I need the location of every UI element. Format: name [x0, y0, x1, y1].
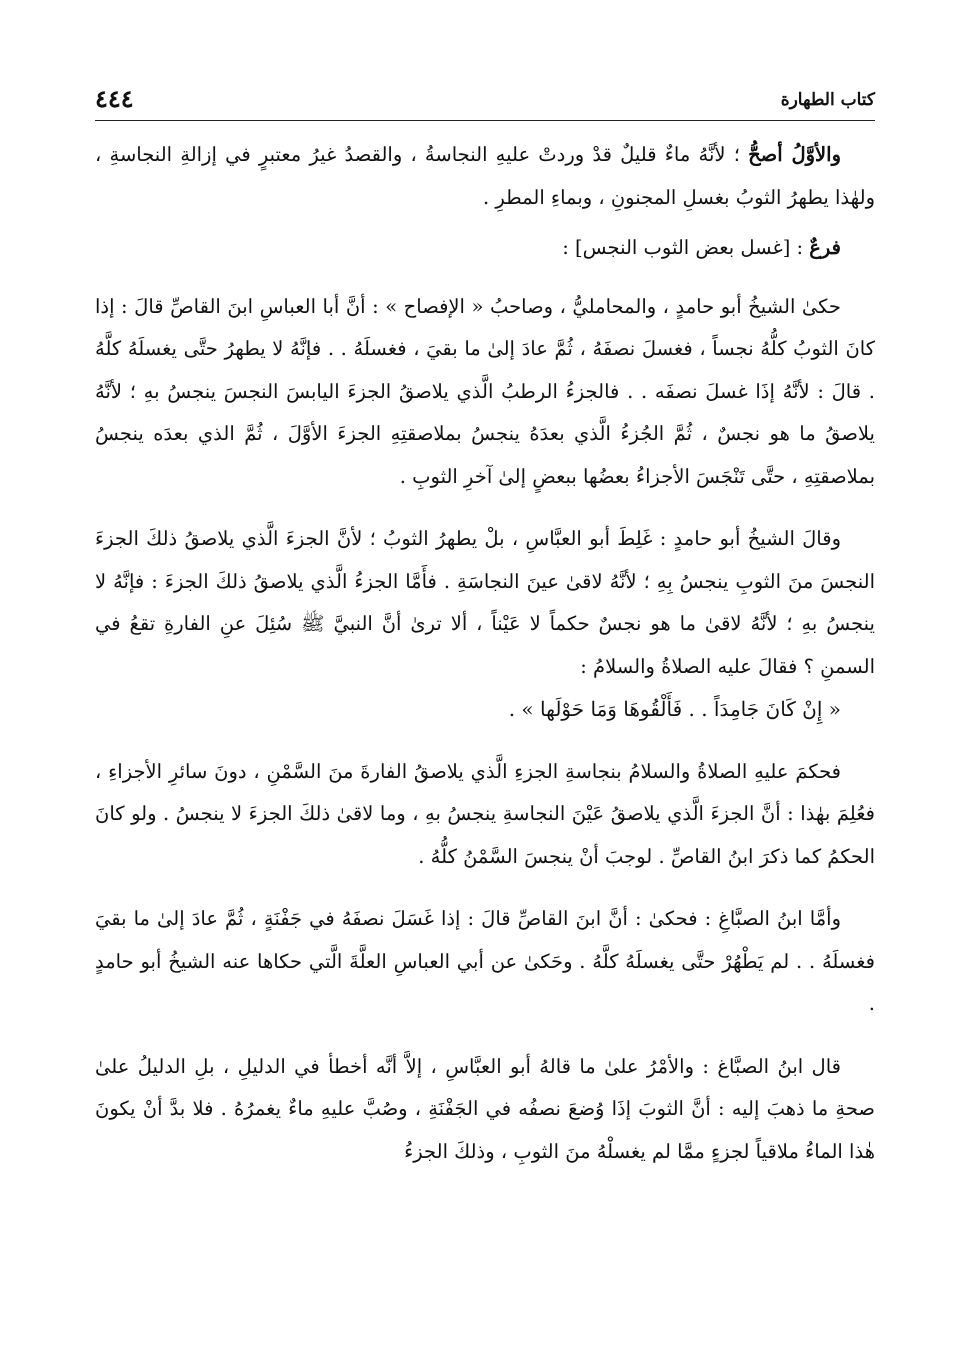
page-body — [95, 134, 875, 1173]
paragraph-6-text: فحكمَ عليهِ الصلاةُ والسلامُ بنجاسةِ الجزءِ الَّذي يلاصقُ الفارةَ منَ السَّمْنِ ، دونَ سائرِ الأجزاءِ ، فعُلِمَ بهٰذا : أنَّ الجزءَ الَّذي يلاصقُ عَيْنَ النجاسةِ ينجسُ بهِ ، وما لاقىٰ ذلكَ الجزءَ لا ينجسُ . ولو كانَ الحكمُ كما ذكرَ ابنُ القاصِّ . لوجبَ أنْ ينجسَ السَّمْنُ كلُّهُ . — [95, 759, 875, 868]
hadith-quote — [95, 688, 875, 731]
branch-title: : [غسل بعض الثوب النجس] : — [562, 236, 810, 259]
paragraph-7-text: وأمَّا ابنُ الصبَّاغِ : فحكىٰ : أنَّ ابنَ القاصِّ قالَ : إذا غَسَلَ نصفَهُ في جَفْنَةٍ ، ثُمَّ عادَ إلىٰ ما بقيَ فغسلَهُ . . لم يَطْهُرْ حتَّى يغسلَهُ كلَّهُ . وحَكىٰ عن أبي العباسِ العلَّةَ الَّتي حكاها عنه الشيخُ أبو حامدٍ . — [95, 907, 875, 1015]
paragraph-8 — [95, 1046, 875, 1174]
branch-label: فرعٌ — [809, 236, 841, 259]
running-header — [95, 84, 875, 121]
paragraph-7 — [95, 898, 875, 1026]
paragraph-3-text: حكىٰ الشيخُ أبو حامدٍ ، والمحامليُّ ، وصاحبُ « الإفصاح » : أنَّ أبا العباسِ ابنَ القاصِّ قالَ : إذا كانَ الثوبُ كلُّهُ نجساً ، فغسلَ نصفَهُ ، ثُمَّ عادَ إلىٰ ما بقيَ ، فغسلَهُ . . فإنَّهُ لا يطهرُ حتَّى يغسلَهُ كلَّهُ . قالَ : لأنَّهُ إذَا غسلَ نصفَه . . فالجزءُ الرطبُ الَّذي يلاصقُ الجزءَ اليابسَ النجسَ ينجسُ بهِ ؛ لأنَّهُ يلاصقُ ما هو نجسٌ ، ثُمَّ الجُزءُ الَّذي بعدَهُ ينجسُ بملاصقتِهِ الجزءَ الأوَّلَ ، ثُمَّ الذي بعدَه ينجسُ بملاصقتِهِ ، حتَّى تَنْجَسَ الأجزاءُ بعضُها ببعضٍ إلىٰ آخرِ الثوبِ . — [95, 294, 875, 488]
paragraph-4 — [95, 518, 875, 688]
hadith-quote-text: « إِنْ كَانَ جَامِدَاً . . فَأَلْقُوهَا وَمَا حَوْلَها » . — [508, 697, 841, 721]
paragraph-8-text: قال ابنُ الصبَّاغ : والأمْرُ علىٰ ما قالهُ أبو العبَّاسِ ، إلاَّ أنَّه أخطأ في الدليلِ ، بلِ الدليلُ علىٰ صحةِ ما ذهبَ إليه : أنَّ الثوبَ إذَا وُضعَ نصفُه في الجَفْنَةِ ، وصُبَّ عليهِ ماءٌ يغمرُهُ . فلا بدَّ أنْ يكونَ هٰذا الماءُ ملاقياً لجزءٍ ممَّا لم يغسلْهُ منَ الثوبِ ، وذلكَ الجزءُ — [95, 1054, 875, 1163]
paragraph-branch-heading — [95, 227, 875, 270]
page-number: ٤٤٤ — [95, 84, 134, 113]
paragraph-3 — [95, 286, 875, 499]
paragraph-4-text: وقالَ الشيخُ أبو حامدٍ : غَلِطَ أبو العبَّاسِ ، بلْ يطهرُ الثوبُ ؛ لأنَّ الجزءَ الَّذي يلاصقُ ذلكَ الجزءَ النجسَ منَ الثوبِ ينجسُ بِهِ ؛ لأنَّهُ لاقىٰ عينَ النجاسَةِ . فأَمَّا الجزءُ الَّذي يلاصقُ ذلكَ الجزءَ : فإنَّهُ لا ينجسُ بهِ ؛ لأنَّهُ لاقىٰ ما هو نجسٌ حكماً لا عَيْناً ، ألا ترىٰ أنَّ النبيَّ ﷺ سُئِلَ عنِ الفارةِ تقعُ في السمنِ ؟ فقالَ عليه الصلاةُ والسلامُ : — [95, 527, 875, 678]
chapter-title: كتاب الطهارة — [780, 90, 875, 110]
paragraph-6 — [95, 751, 875, 879]
paragraph-1-text: ؛ لأنَّهُ ماءٌ قليلٌ قدْ وردتْ عليهِ النجاسةُ ، والقصدُ غيرُ معتبرٍ في إزالةِ النجاسةِ ، ولهٰذا يطهرُ الثوبُ بغسلِ المجنونِ ، وبماءِ المطرِ . — [95, 143, 875, 209]
paragraph-1-lead: والأوَّلُ أصحُّ — [748, 143, 841, 166]
paragraph-1 — [95, 134, 875, 219]
